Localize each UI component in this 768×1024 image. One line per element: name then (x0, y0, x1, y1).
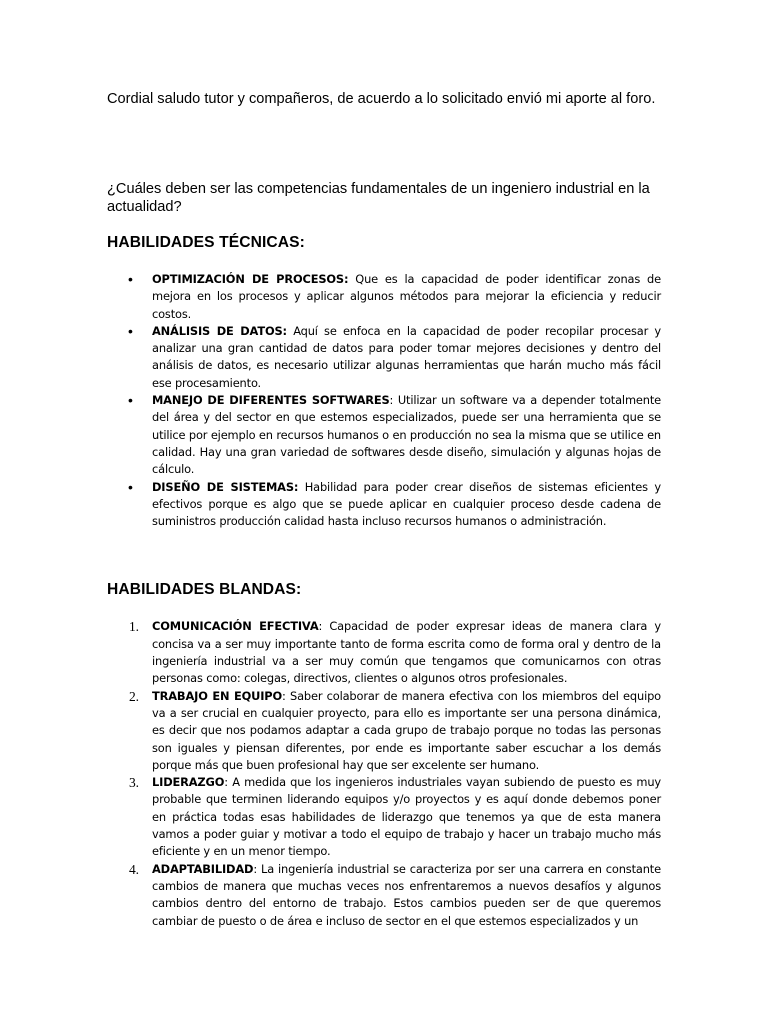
hard-skills-list (107, 271, 661, 530)
bullet-icon: • (128, 322, 133, 339)
skill-term: TRABAJO EN EQUIPO (152, 688, 283, 703)
item-number: 1. (129, 619, 139, 635)
soft-skills-heading: HABILIDADES BLANDAS: (107, 581, 302, 599)
list-item (107, 392, 661, 478)
list-item (107, 323, 661, 392)
bullet-icon: • (128, 271, 133, 287)
skill-description: Aquí se enfoca en la capacidad de poder recopilar procesar y analizar una gran cantidad de datos para poder tomar mejores decisiones y dentro del análisis de datos, es necesario utilizar algunas herramientas que harán mucho más fácil ese procesamiento. (152, 323, 661, 390)
list-item (107, 688, 661, 774)
skill-description: Que es la capacidad de poder identificar zonas de mejora en los procesos y aplicar algunos métodos para mejorar la eficiencia y reducir costos. (152, 272, 661, 321)
skill-description: Habilidad para poder crear diseños de sistemas eficientes y efectivos porque es algo que se puede aplicar en cualquier proceso desde cadena de suministros producción calidad hasta incluso recursos humanos o administración. (152, 479, 661, 529)
skill-term: COMUNICACIÓN EFECTIVA (152, 619, 319, 634)
document-page (107, 90, 661, 930)
bullet-icon: • (128, 478, 133, 495)
intro-paragraph: Cordial saludo tutor y compañeros, de acuerdo a lo solicitado envió mi aporte al foro. (107, 91, 656, 107)
item-number: 3. (129, 775, 139, 791)
skill-term: ANÁLISIS DE DATOS: (152, 323, 287, 338)
skill-description: : La ingeniería industrial se caracteriza por ser una carrera en constante cambios de manera que muchas veces nos enfrentaremos a nuevos desafíos y algunos cambios dentro del entorno de trabajo. Estos cambios pueden ser de que queremos cambiar de puesto o de área e incluso de sector en el que estemos especializados y un (152, 861, 661, 928)
soft-skills-list (107, 618, 661, 929)
list-item (107, 774, 661, 860)
skill-description: : A medida que los ingenieros industriales vayan subiendo de puesto es muy probable que terminen liderando equipos y/o proyectos y es aquí donde debemos poner en práctica todas esas habilidades de liderazgo que tenemos ya que de esta manera vamos a poder guiar y motivar a todo el equipo de trabajo y hacer un trabajo mucho más eficiente y en un menor tiempo. (152, 775, 661, 859)
bullet-icon: • (128, 392, 133, 409)
list-item (107, 618, 661, 687)
list-item (107, 479, 661, 531)
skill-term: ADAPTABILIDAD (152, 861, 254, 876)
skill-description: : Capacidad de poder expresar ideas de manera clara y concisa va a ser muy importante tanto de forma escrita como de forma oral y dentro de la ingeniería industrial va a ser muy común que tengamos que comunicarnos con otras personas como: colegas, directivos, clientes o algunos otros profesionales. (152, 619, 661, 686)
hard-skills-heading: HABILIDADES TÉCNICAS: (107, 234, 305, 251)
skill-term: DISEÑO DE SISTEMAS: (152, 479, 299, 494)
skill-description: : Saber colaborar de manera efectiva con los miembros del equipo va a ser crucial en cualquier proyecto, para ello es importante ser una persona dinámica, es decir que nos podamos adaptar a cada grupo de trabajo porque no todas las personas son iguales y piensan diferentes, por ende es importante saber escuchar a los demás porque más que buen profesional hay que ser excelente ser humano. (152, 688, 661, 772)
skill-term: LIDERAZGO (152, 775, 225, 790)
item-number: 2. (129, 688, 139, 704)
skill-term: MANEJO DE DIFERENTES SOFTWARES (152, 393, 390, 408)
list-item (107, 271, 661, 323)
list-item (107, 861, 661, 930)
question-paragraph: ¿Cuáles deben ser las competencias fundamentales de un ingeniero industrial en la actualidad? (107, 181, 650, 215)
skill-term: OPTIMIZACIÓN DE PROCESOS: (152, 272, 349, 286)
item-number: 4. (129, 861, 139, 877)
skill-description: : Utilizar un software va a depender totalmente del área y del sector en que estemos especializados, puede ser una herramienta que se utilice por ejemplo en recursos humanos o en producción no sea la misma que se utilice en calidad. Hay una gran variedad de softwares desde diseño, simulación y algunas hojas de cálculo. (152, 393, 661, 477)
